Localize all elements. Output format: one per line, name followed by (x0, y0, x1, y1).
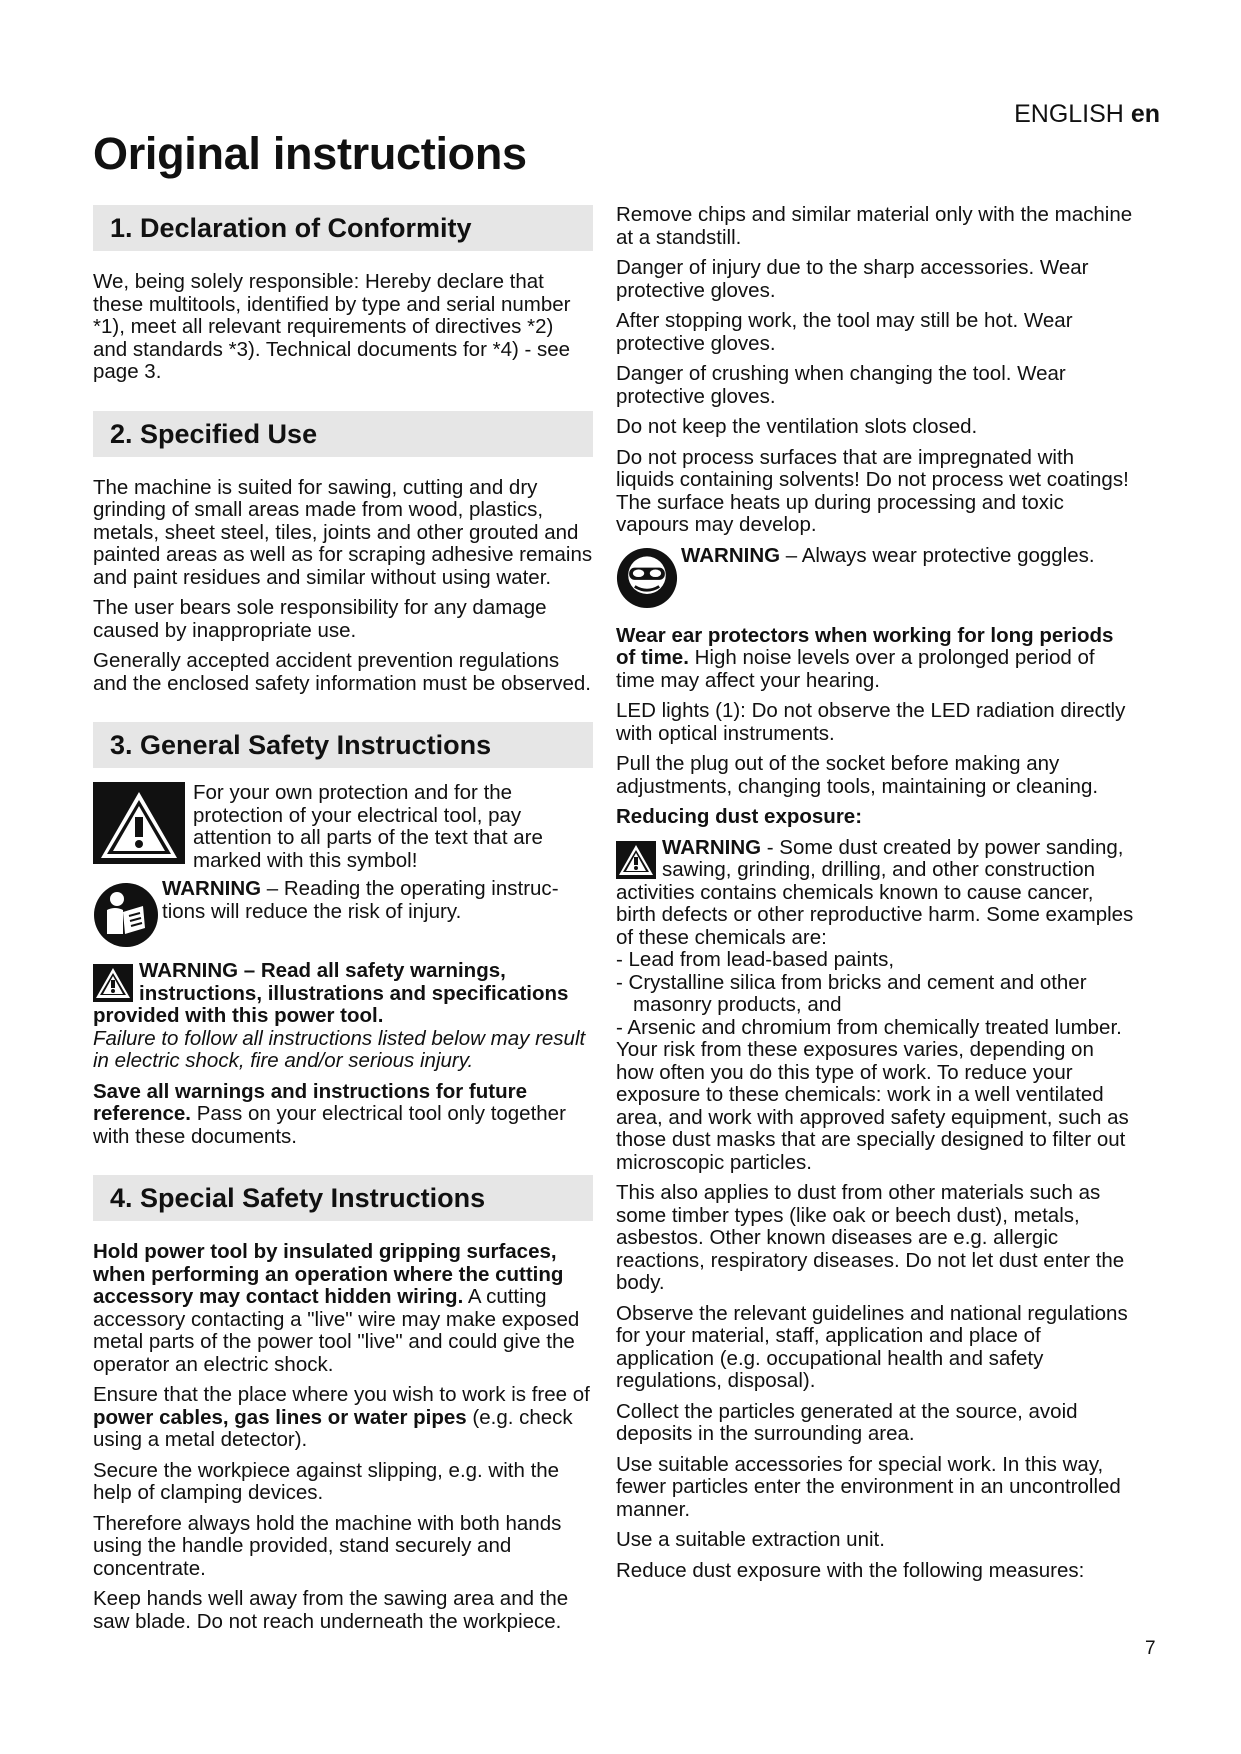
both-hands-instruction: Therefore always hold the machine with both hands using the handle provided, stand securely and concentrate. (93, 1511, 562, 1580)
goggles-warning-body: – Always wear protective goggles. (780, 543, 1095, 567)
ear-protectors-body: High noise levels over a prolonged period of time may affect your hearing. (616, 646, 1095, 692)
read-manual-text (162, 878, 593, 923)
declaration-text: We, being solely responsible: Hereby declare that these multitools, identified by type and serial number *1), meet all relevant requirements of directives *2) and standards *3). Technical documents for *4) - see page 3. (93, 270, 571, 383)
list-item: - Crystalline silica from bricks and cement and other masonry products, and (616, 970, 1087, 1016)
remove-chips-text: Remove chips and similar material only with the machine at a standstill. (616, 203, 1133, 249)
specified-use-text-1: The machine is suited for sawing, cutting and dry grinding of small areas made from wood, plastics, metals, sheet steel, tiles, joints and other grouted and painted areas as well as for scraping adhesive remains and paint residues and similar without using water. (93, 475, 593, 589)
language-code: en (1130, 100, 1160, 128)
goggles-icon (616, 547, 678, 609)
read-manual-warning-label: WARNING (162, 877, 262, 900)
goggles-text (681, 545, 1136, 568)
section-heading-specified-use: 2. Specified Use (93, 411, 593, 457)
sharp-accessories-text: Danger of injury due to the sharp accessories. Wear protective gloves. (616, 256, 1089, 302)
save-instructions-body: Pass on your electrical tool only together with these documents. (93, 1102, 566, 1148)
insulated-grip-bold: Hold power tool by insulated gripping surfaces, when performing an operation where the cutting accessory may contact hidden wiring. (93, 1240, 564, 1308)
list-item: - Arsenic and chromium from chemically treated lumber. (616, 1015, 1122, 1039)
crushing-text: Danger of crushing when changing the tool. Wear protective gloves. (616, 362, 1066, 408)
ear-protectors-text (616, 625, 1136, 693)
insulated-grip-body: A cutting accessory contacting a "live" wire may make exposed metal parts of the power tool "live" and could give the operator an electric shock. (93, 1285, 580, 1376)
read-manual-icon (93, 882, 159, 948)
section-heading-general-safety: 3. General Safety Instructions (93, 722, 593, 768)
extraction-unit-text: Use a suitable extraction unit. (616, 1528, 885, 1551)
dust-heading: Reducing dust exposure: (616, 805, 863, 828)
ventilation-text: Do not keep the ventilation slots closed. (616, 415, 978, 438)
goggles-warning-label: WARNING (681, 543, 781, 567)
dust-warning-body: - Some dust created by power sanding, sawing, grinding, drilling, and other construction activities contains chemicals known to cause cancer, birth defects or other reproductive harm. Some examples of these chemicals are: (616, 835, 1134, 949)
hidden-lines-bold: power cables, gas lines or water pipes (93, 1405, 467, 1429)
hidden-lines-text-b: (e.g. check using a metal detector). (93, 1405, 573, 1451)
language-name: ENGLISH (1014, 100, 1124, 128)
pull-plug-text: Pull the plug out of the socket before making any adjustments, changing tools, maintaining or cleaning. (616, 752, 1099, 798)
reduce-dust-text: Reduce dust exposure with the following measures: (616, 1558, 1085, 1582)
read-manual-warning (93, 878, 593, 948)
specified-use-text-3: Generally accepted accident prevention regulations and the enclosed safety information must be observed. (93, 649, 591, 695)
left-column (93, 205, 593, 1641)
hands-away-instruction: Keep hands well away from the sawing area and the saw blade. Do not reach underneath the workpiece. (93, 1587, 569, 1633)
collect-particles-text: Collect the particles generated at the source, avoid deposits in the surrounding area. (616, 1399, 1078, 1445)
secure-workpiece-instruction: Secure the workpiece against slipping, e.g. with the help of clamping devices. (93, 1458, 560, 1504)
hidden-lines-text-a: Ensure that the place where you wish to work is free of (93, 1383, 590, 1406)
warning-triangle-icon (93, 782, 185, 864)
language-label (1014, 100, 1160, 129)
other-materials-text: This also applies to dust from other materials such as some timber types (like oak or beech dust), metals, asbestos. Other known diseases are e.g. allergic reactions, respiratory diseases. Do not let dust enter the body. (616, 1181, 1125, 1294)
read-manual-warning-body: – Reading the operating instructions will reduce the risk of injury. (162, 877, 559, 923)
tool-hot-text: After stopping work, the tool may still be hot. Wear protective gloves. (616, 309, 1073, 355)
save-instructions-bold: Save all warnings and instructions for future reference. (93, 1079, 527, 1125)
insulated-grip-instruction (93, 1241, 593, 1376)
ear-protectors-bold: Wear ear protectors when working for long periods of time. (616, 623, 1114, 669)
list-item: - Lead from lead-based paints, (616, 948, 895, 971)
symbol-note-text: For your own protection and for the protection of your electrical tool, pay attention to all parts of the text that are marked with this symbol! (193, 781, 543, 872)
dust-warning (616, 837, 1136, 950)
guidelines-text: Observe the relevant guidelines and national regulations for your material, staff, application and place of application (e.g. occupational health and safety regulations, disposal). (616, 1301, 1128, 1392)
read-all-warnings-italic: Failure to follow all instructions listed below may result in electric shock, fire and/or serious injury. (93, 1026, 586, 1072)
chemicals-list (616, 949, 1136, 1039)
dust-warning-label: WARNING (662, 835, 762, 859)
led-lights-text: LED lights (1): Do not observe the LED radiation directly with optical instruments. (616, 699, 1126, 745)
hidden-lines-instruction (93, 1384, 593, 1452)
right-column (616, 204, 1136, 1590)
goggles-warning (616, 545, 1136, 609)
page-number: 7 (1145, 1638, 1156, 1659)
read-all-warnings-bold: WARNING – Read all safety warnings, instructions, illustrations and specifications provided with this power tool. (93, 959, 569, 1027)
read-all-warnings (93, 960, 593, 1073)
exposure-risk-text: Your risk from these exposures varies, depending on how often you do this type of work. To reduce your exposure to these chemicals: work in a well ventilated area, and work with approved safety equipment, such as those dust masks that are specially designed to filter out microscopic particles. (616, 1038, 1129, 1174)
warning-triangle-icon (616, 841, 656, 879)
symbol-note (93, 782, 593, 872)
solvents-text: Do not process surfaces that are impregnated with liquids containing solvents! Do not process wet coatings! The surface heats up during processing and toxic vapours may develop. (616, 445, 1129, 536)
suitable-accessories-text: Use suitable accessories for special work. In this way, fewer particles enter the environment in an uncontrolled manner. (616, 1452, 1121, 1521)
section-heading-declaration: 1. Declaration of Conformity (93, 205, 593, 251)
specified-use-text-2: The user bears sole responsibility for any damage caused by inappropriate use. (93, 596, 547, 642)
warning-triangle-icon (93, 964, 133, 1002)
section-heading-special-safety: 4. Special Safety Instructions (93, 1175, 593, 1221)
save-instructions (93, 1081, 593, 1149)
page-title: Original instructions (93, 128, 527, 179)
